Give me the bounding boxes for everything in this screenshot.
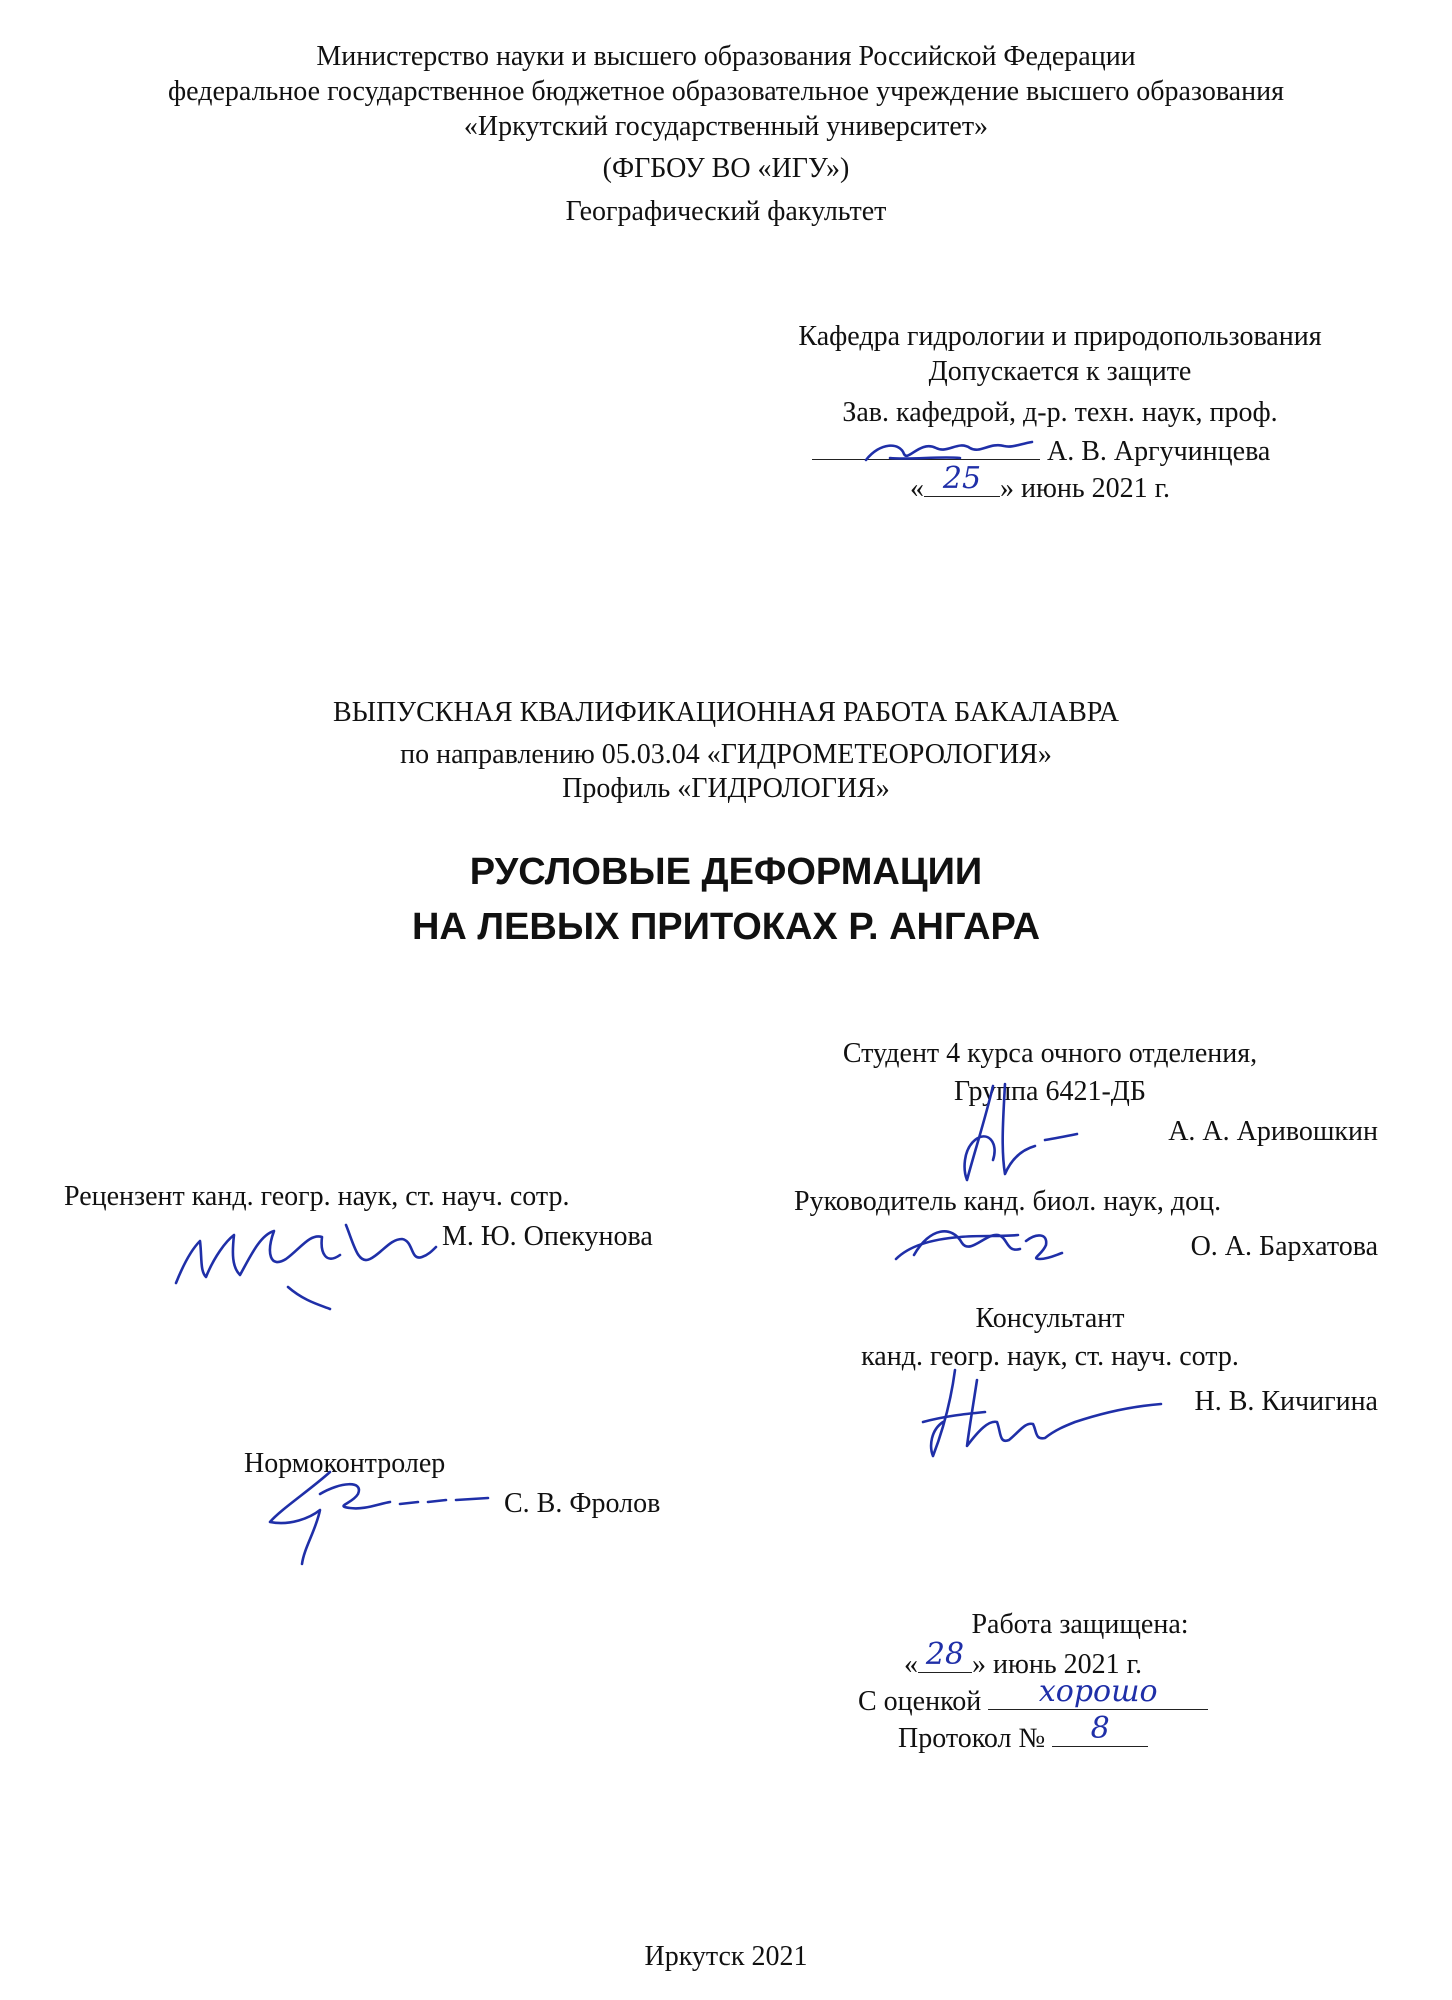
student-label: Студент 4 курса очного отделения, [842, 1038, 1258, 1069]
normcontrol-label: Нормоконтролер [244, 1448, 446, 1479]
work-profile-line: Профиль «ГИДРОЛОГИЯ» [562, 773, 890, 804]
student-group: Группа 6421-ДБ [954, 1076, 1146, 1107]
consultant-name: Н. В. Кичигина [1194, 1386, 1378, 1417]
normcontrol-signature-image [260, 1460, 500, 1570]
work-direction-line: по направлению 05.03.04 «ГИДРОМЕТЕОРОЛОГИЯ» [400, 739, 1052, 770]
approval-date-open-quote: « [910, 473, 924, 504]
work-title-line-2: НА ЛЕВЫХ ПРИТОКАХ Р. АНГАРА [411, 906, 1041, 948]
department-line: Кафедра гидрологии и природопользования [798, 321, 1322, 352]
supervisor-title: Руководитель канд. биол. наук, доц. [794, 1186, 1222, 1217]
supervisor-name: О. А. Бархатова [1190, 1231, 1378, 1262]
defense-date-day: 28 [925, 1637, 965, 1672]
approval-date-rest: » июнь 2021 г. [1000, 473, 1170, 504]
head-title-line: Зав. кафедрой, д-р. техн. наук, проф. [842, 397, 1278, 428]
head-name: А. В. Аргучинцева [1047, 436, 1271, 467]
defense-date-open-quote: « [904, 1649, 918, 1680]
work-type-line: ВЫПУСКНАЯ КВАЛИФИКАЦИОННАЯ РАБОТА БАКАЛАВРА [332, 697, 1120, 728]
abbreviation-line: (ФГБОУ ВО «ИГУ») [602, 153, 850, 184]
reviewer-title: Рецензент канд. геогр. наук, ст. науч. сотр. [64, 1181, 570, 1212]
university-line: «Иркутский государственный университет» [463, 111, 989, 142]
defense-date-day-field [918, 1637, 972, 1673]
normcontrol-name: С. В. Фролов [504, 1488, 661, 1519]
grade-label: С оценкой [858, 1686, 982, 1717]
protocol-line [898, 1711, 1148, 1756]
student-name: А. А. Аривошкин [1168, 1116, 1378, 1147]
grade-line [858, 1674, 1208, 1719]
grade-value: хорошо [1038, 1674, 1158, 1709]
consultant-title: канд. геогр. наук, ст. науч. сотр. [861, 1341, 1239, 1372]
defense-date-rest: » июнь 2021 г. [972, 1649, 1142, 1680]
protocol-label: Протокол № [898, 1723, 1046, 1754]
reviewer-name: М. Ю. Опекунова [442, 1221, 653, 1252]
city-year: Иркутск 2021 [644, 1941, 808, 1972]
ministry-line: Министерство науки и высшего образования Российской Федерации [316, 41, 1136, 72]
protocol-value: 8 [1090, 1711, 1110, 1746]
approval-date-day-field [924, 461, 1000, 497]
reviewer-signature-image [170, 1205, 440, 1315]
defense-label: Работа защищена: [971, 1609, 1189, 1640]
grade-field [988, 1674, 1208, 1710]
admitted-line: Допускается к защите [928, 356, 1192, 387]
institution-type-line: федеральное государственное бюджетное образовательное учреждение высшего образования [168, 76, 1284, 107]
approval-date-line [910, 461, 1170, 506]
approval-date-day: 25 [942, 461, 982, 496]
faculty-line: Географический факультет [565, 196, 887, 227]
consultant-label: Консультант [975, 1303, 1125, 1334]
work-title-line-1: РУСЛОВЫЕ ДЕФОРМАЦИИ [469, 851, 983, 893]
protocol-field [1052, 1711, 1148, 1747]
